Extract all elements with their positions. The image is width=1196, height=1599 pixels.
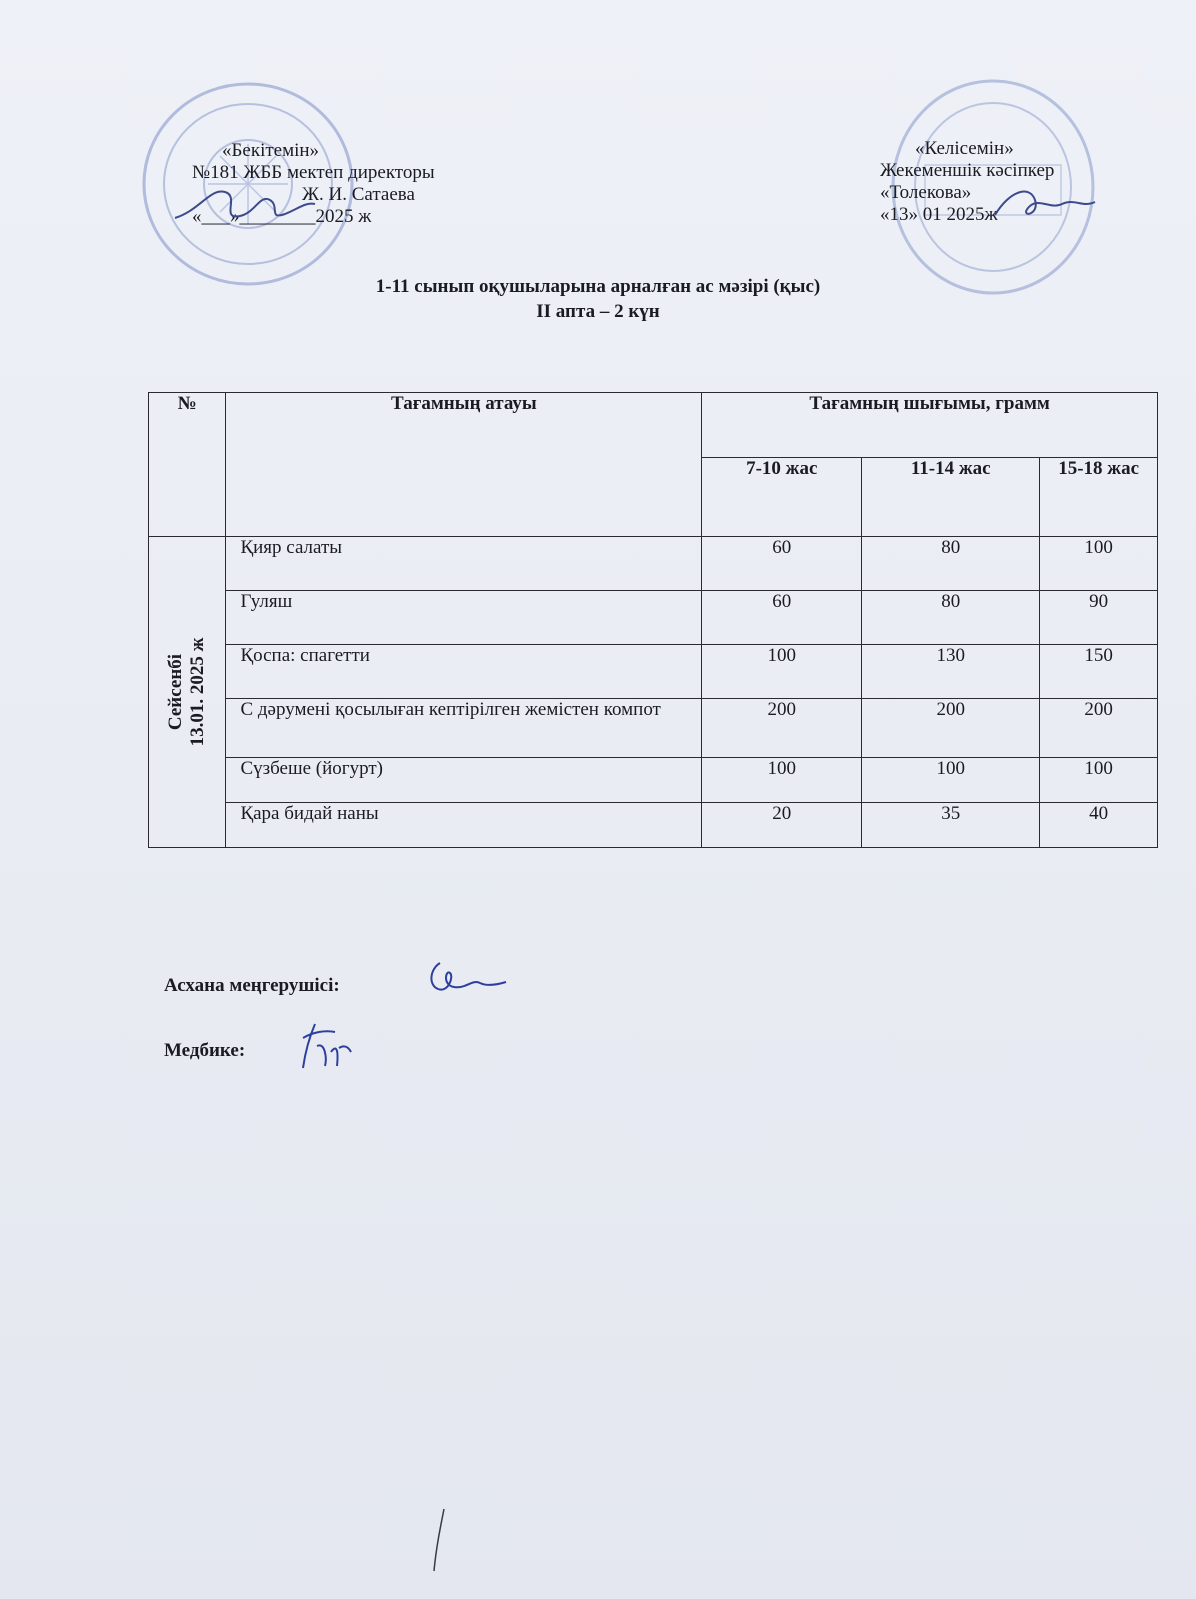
yield-7-10: 200 xyxy=(702,699,862,758)
approval-date: «___»________2025 ж xyxy=(192,206,372,227)
col-age-15-18: 15-18 жас xyxy=(1040,458,1158,537)
day-name: Сейсенбі xyxy=(165,653,187,731)
agreement-position: Жекеменшік кәсіпкер xyxy=(880,160,1055,181)
yield-11-14: 35 xyxy=(862,803,1040,848)
approval-heading: «Бекітемін» xyxy=(222,140,320,161)
dish-name: Сүзбеше (йогурт) xyxy=(226,758,702,803)
day-date: 13.01. 2025 ж xyxy=(187,637,209,747)
nurse-label: Медбике: xyxy=(164,1040,246,1061)
col-number-header: № xyxy=(149,393,226,537)
dish-name: Гуляш xyxy=(226,591,702,645)
dish-name: Қияр салаты xyxy=(226,537,702,591)
agreement-heading: «Келісемін» xyxy=(915,138,1014,159)
day-label xyxy=(165,638,209,747)
director-signature xyxy=(170,180,320,230)
yield-7-10: 60 xyxy=(702,537,862,591)
yield-7-10: 20 xyxy=(702,803,862,848)
col-dish-name-header: Тағамның атауы xyxy=(226,393,702,537)
yield-15-18: 100 xyxy=(1040,537,1158,591)
table-row xyxy=(149,699,1158,758)
menu-title-line1: 1-11 сынып оқушыларына арналған ас мәзірі (қыс) xyxy=(375,276,821,297)
yield-7-10: 100 xyxy=(702,758,862,803)
entrepreneur-signature xyxy=(990,180,1100,225)
agreement-name: «Толекова» xyxy=(880,182,972,203)
table-row xyxy=(149,645,1158,699)
yield-11-14: 130 xyxy=(862,645,1040,699)
table-header-row xyxy=(149,393,1158,458)
stray-pen-mark xyxy=(430,1505,450,1575)
canteen-head-signature xyxy=(420,955,510,1005)
table-row xyxy=(149,758,1158,803)
yield-11-14: 200 xyxy=(862,699,1040,758)
yield-11-14: 100 xyxy=(862,758,1040,803)
yield-15-18: 90 xyxy=(1040,591,1158,645)
approval-position: №181 ЖББ мектеп директоры xyxy=(192,162,435,183)
dish-name: С дәрумені қосылыған кептірілген жемістен компот xyxy=(226,699,702,758)
canteen-head-label: Асхана меңгерушісі: xyxy=(164,975,340,996)
col-yield-header: Тағамның шығымы, грамм xyxy=(702,393,1158,458)
approval-name: Ж. И. Сатаева xyxy=(302,184,415,205)
yield-15-18: 100 xyxy=(1040,758,1158,803)
dish-name: Қара бидай наны xyxy=(226,803,702,848)
table-row xyxy=(149,803,1158,848)
yield-15-18: 150 xyxy=(1040,645,1158,699)
table-row xyxy=(149,537,1158,591)
col-age-11-14: 11-14 жас xyxy=(862,458,1040,537)
yield-11-14: 80 xyxy=(862,591,1040,645)
menu-title xyxy=(0,274,1196,324)
yield-15-18: 40 xyxy=(1040,803,1158,848)
nurse-signature xyxy=(295,1018,355,1073)
yield-7-10: 100 xyxy=(702,645,862,699)
agreement-date: «13» 01 2025ж xyxy=(880,204,998,225)
yield-15-18: 200 xyxy=(1040,699,1158,758)
day-cell xyxy=(149,537,226,848)
yield-7-10: 60 xyxy=(702,591,862,645)
yield-11-14: 80 xyxy=(862,537,1040,591)
col-age-7-10: 7-10 жас xyxy=(702,458,862,537)
dish-name: Қоспа: спагетти xyxy=(226,645,702,699)
table-row xyxy=(149,591,1158,645)
menu-table xyxy=(148,392,1158,848)
menu-title-line2: ІІ апта – 2 күн xyxy=(536,301,660,322)
